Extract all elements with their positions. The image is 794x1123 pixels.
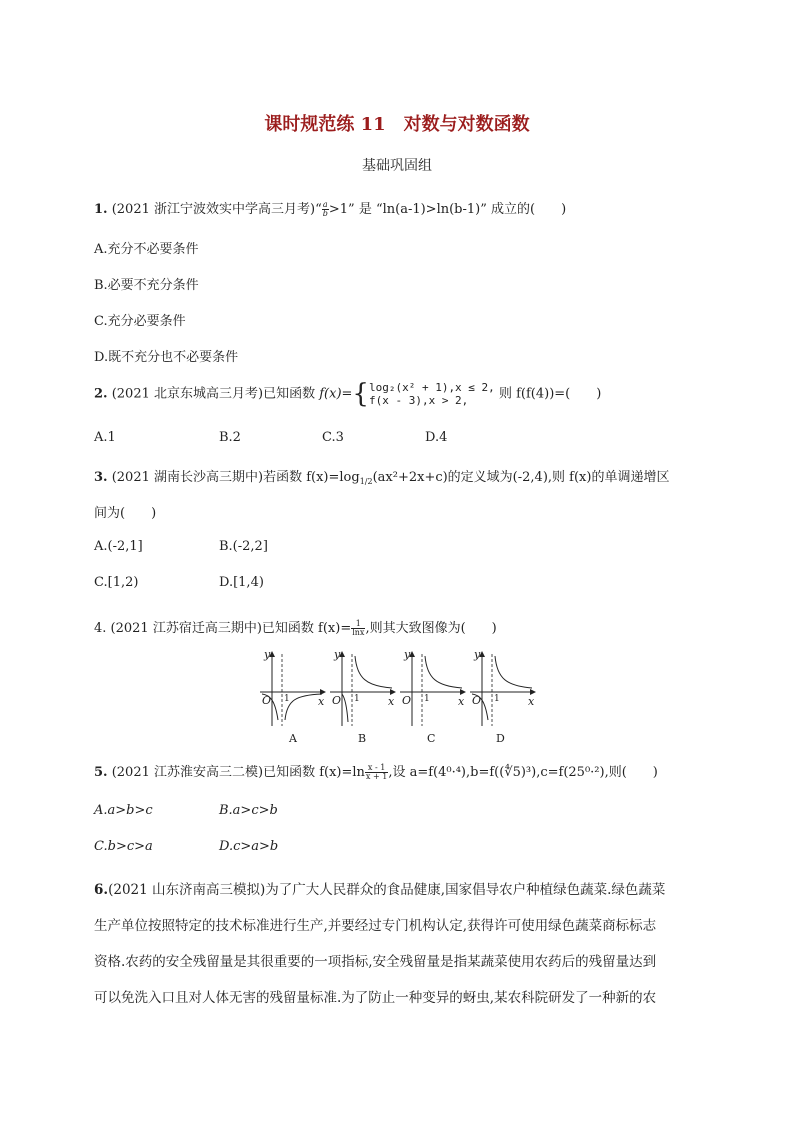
- origin-label: O: [262, 694, 272, 707]
- question-1: [94, 198, 566, 218]
- curve-right: [285, 694, 325, 720]
- graph-label-c: C: [427, 732, 436, 745]
- curve-right: [495, 656, 532, 688]
- case-1: log₂(x² + 1),x ≤ 2,: [368, 381, 495, 394]
- question-number: 4.: [94, 621, 107, 636]
- question-text-cont: (ax²+2x+c)的定义域为(-2,4),则 f(x)的单调递增区: [372, 470, 670, 485]
- graph-label-d: D: [496, 732, 505, 745]
- axis-x-label: x: [528, 695, 535, 708]
- origin-label: O: [332, 694, 342, 707]
- page-title: 课时规范练 11 对数与对数函数: [264, 114, 530, 135]
- question-4: [94, 617, 497, 637]
- option-d: D.[1,4): [219, 575, 264, 590]
- option-c: C.[1,2): [94, 575, 139, 590]
- fraction-denominator: b: [322, 209, 328, 218]
- fraction-denominator: x + 1: [365, 772, 388, 781]
- option-b: B.(-2,2]: [219, 539, 268, 554]
- question-text-cont: ,设 a=f(4⁰·⁴),b=f((∜5)³),c=f(25⁰·²),则( ): [388, 765, 658, 780]
- question-6-line-1: [94, 878, 665, 898]
- option-c: C.b>c>a: [94, 839, 153, 854]
- question-text: 则 f(f(4))=( ): [498, 386, 602, 402]
- question-number: 5.: [94, 765, 108, 780]
- question-6-line-2: 生产单位按照特定的技术标准进行生产,并要经过专门机构认定,获得许可使用绿色蔬菜商标标志: [94, 918, 657, 934]
- option-d: D.既不充分也不必要条件: [94, 350, 239, 365]
- fraction-denominator: lnx: [352, 628, 365, 637]
- quote-mark: “: [315, 202, 322, 217]
- piecewise-brace: {: [352, 379, 369, 409]
- curve-right: [355, 656, 392, 688]
- option-c: C.充分必要条件: [94, 314, 186, 329]
- question-number: 6.: [94, 882, 109, 898]
- question-number: 1.: [94, 202, 108, 217]
- question-3-line-2: 间为( ): [94, 506, 157, 521]
- question-text: (2021 江苏淮安高三二模)已知函数 f(x)=ln: [111, 765, 365, 780]
- paragraph-text: (2021 山东济南高三模拟)为了广大人民群众的食品健康,国家倡导农户种植绿色蔬菜.绿色蔬菜: [108, 882, 666, 898]
- option-d: D.c>a>b: [219, 839, 279, 854]
- question-source: (2021 北京东城高三月考)已知函数: [111, 386, 316, 402]
- axis-x-label: x: [318, 695, 325, 708]
- tick-one-label: 1: [284, 694, 290, 704]
- axis-x-label: x: [458, 695, 465, 708]
- axis-y-label: y: [264, 648, 271, 661]
- axis-y-label: y: [334, 648, 341, 661]
- option-c: C.3: [322, 430, 344, 445]
- question-number: 2.: [94, 386, 108, 402]
- option-b: B.a>c>b: [219, 803, 278, 818]
- question-3: [94, 466, 669, 486]
- question-text: >1” 是 “ln(a-1)>ln(b-1)” 成立的( ): [328, 202, 567, 217]
- fraction-numerator: x - 1: [365, 764, 388, 773]
- question-number: 3.: [94, 470, 108, 485]
- option-d: D.4: [425, 430, 448, 445]
- option-b: B.2: [219, 430, 241, 445]
- axis-y-label: y: [474, 648, 481, 661]
- case-2: f(x - 3),x > 2,: [368, 394, 469, 407]
- log-base: 1/2: [359, 477, 373, 486]
- fraction: [351, 620, 365, 637]
- question-6-line-4: 可以免洗入口且对人体无害的残留量标准.为了防止一种变异的蚜虫,某农科院研发了一种新的农: [94, 990, 657, 1006]
- option-a: A.充分不必要条件: [94, 242, 199, 257]
- graph-label-a: A: [289, 732, 297, 745]
- fraction: [322, 201, 329, 218]
- question-5: [94, 761, 658, 781]
- curve-right: [425, 656, 462, 688]
- question-text: (2021 湖南长沙高三期中)若函数 f(x)=log: [111, 470, 360, 485]
- fraction-numerator: a: [322, 200, 328, 209]
- option-a: A.1: [94, 430, 116, 445]
- fraction: [365, 764, 388, 781]
- piecewise-cases: [369, 381, 495, 407]
- question-6-line-3: 资格.农药的安全残留量是其很重要的一项指标,安全残留量是指某蔬菜使用农药后的残留量达到: [94, 954, 657, 970]
- curve-left: [342, 694, 348, 722]
- axis-y-label: y: [404, 648, 411, 661]
- option-a: A.a>b>c: [94, 803, 153, 818]
- tick-one-label: 1: [354, 694, 360, 704]
- question-2: [94, 381, 601, 407]
- option-a: A.(-2,1]: [94, 539, 143, 554]
- fraction-numerator: 1: [351, 620, 365, 629]
- axis-x-label: x: [388, 695, 395, 708]
- option-b: B.必要不充分条件: [94, 278, 199, 293]
- section-subtitle: 基础巩固组: [362, 158, 432, 174]
- function-name: f(x)=: [319, 386, 353, 402]
- graph-label-b: B: [358, 732, 367, 745]
- origin-label: O: [402, 694, 412, 707]
- tick-one-label: 1: [424, 694, 430, 704]
- origin-label: O: [472, 694, 482, 707]
- question-text-cont: ,则其大致图像为( ): [365, 621, 497, 636]
- question-text: (2021 江苏宿迁高三期中)已知函数 f(x)=: [110, 621, 352, 636]
- question-source: (2021 浙江宁波效实中学高三月考): [111, 202, 316, 217]
- tick-one-label: 1: [494, 694, 500, 704]
